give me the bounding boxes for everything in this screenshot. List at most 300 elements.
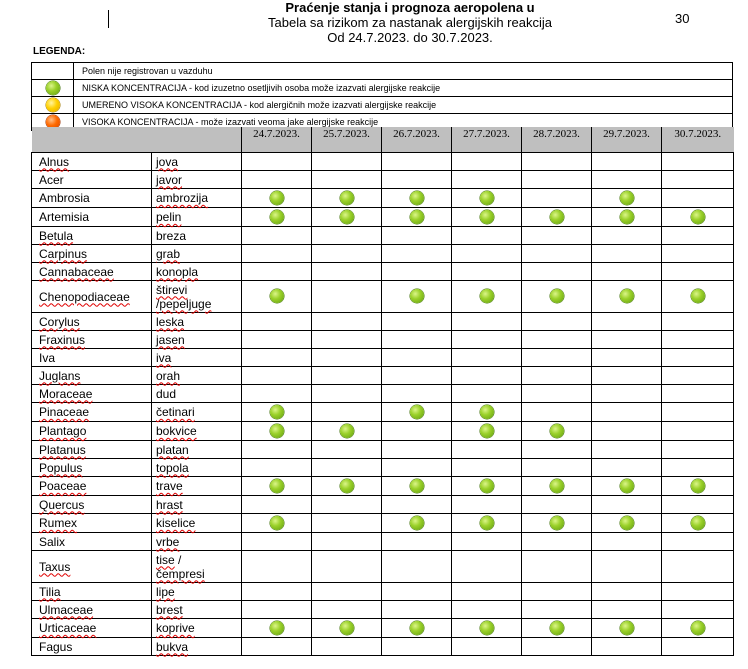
risk-cell (452, 331, 522, 349)
latin-name: Platanus (32, 441, 152, 459)
local-name: pelin (152, 208, 242, 227)
risk-cell (522, 245, 592, 263)
risk-cell (382, 619, 452, 638)
risk-cell (662, 208, 734, 227)
risk-cell (312, 208, 382, 227)
risk-cell (522, 227, 592, 245)
risk-cell (522, 403, 592, 422)
latin-name: Taxus (32, 551, 152, 583)
report-period: Od 24.7.2023. do 30.7.2023. (327, 30, 493, 45)
risk-cell (382, 331, 452, 349)
latin-name: Moraceae (32, 385, 152, 403)
risk-cell (522, 619, 592, 638)
pollen-low-dot-icon (340, 479, 354, 493)
risk-cell (452, 403, 522, 422)
risk-cell (662, 189, 734, 208)
risk-cell (242, 459, 312, 477)
risk-cell (452, 496, 522, 514)
pollen-low-dot-icon (620, 210, 634, 224)
local-name: iva (152, 349, 242, 367)
local-name: lipe (152, 583, 242, 601)
risk-cell (312, 227, 382, 245)
risk-cell (592, 385, 662, 403)
risk-cell (242, 331, 312, 349)
local-name: bokvice (152, 422, 242, 441)
date-header-blank (32, 127, 152, 153)
latin-name: Iva (32, 349, 152, 367)
risk-cell (522, 477, 592, 496)
risk-cell (382, 403, 452, 422)
pollen-low-dot-icon (270, 289, 284, 303)
risk-cell (452, 189, 522, 208)
pollen-low-dot-icon (340, 210, 354, 224)
local-name: orah (152, 367, 242, 385)
risk-cell (592, 601, 662, 619)
risk-cell (662, 227, 734, 245)
pollen-low-dot-icon (620, 621, 634, 635)
risk-cell (592, 496, 662, 514)
risk-cell (592, 441, 662, 459)
pollen-low-dot-icon (550, 479, 564, 493)
risk-cell (382, 533, 452, 551)
date-header-cell: 24.7.2023. (242, 127, 312, 153)
risk-cell (662, 422, 734, 441)
table-row (32, 551, 734, 583)
pollen-low-dot-icon (46, 81, 60, 95)
risk-cell (242, 638, 312, 656)
local-name: četinari (152, 403, 242, 422)
risk-cell (312, 385, 382, 403)
risk-cell (452, 601, 522, 619)
risk-cell (452, 245, 522, 263)
risk-cell (312, 459, 382, 477)
risk-cell (522, 533, 592, 551)
table-row (32, 245, 734, 263)
risk-cell (662, 496, 734, 514)
legend-title: LEGENDA: (33, 46, 86, 57)
risk-cell (522, 281, 592, 313)
table-row (32, 189, 734, 208)
pollen-low-dot-icon (620, 289, 634, 303)
pollen-low-dot-icon (410, 621, 424, 635)
risk-cell (382, 189, 452, 208)
risk-cell (662, 477, 734, 496)
legend-row (32, 97, 733, 114)
risk-cell (592, 583, 662, 601)
risk-cell (382, 638, 452, 656)
risk-cell (242, 227, 312, 245)
risk-cell (592, 331, 662, 349)
risk-cell (312, 171, 382, 189)
pollen-low-dot-icon (550, 621, 564, 635)
table-row (32, 422, 734, 441)
risk-cell (312, 477, 382, 496)
risk-cell (382, 551, 452, 583)
date-header-cell: 26.7.2023. (382, 127, 452, 153)
risk-cell (242, 349, 312, 367)
pollen-low-dot-icon (480, 405, 494, 419)
header-separator (108, 10, 109, 28)
local-name: koprive (152, 619, 242, 638)
risk-cell (242, 583, 312, 601)
risk-cell (382, 514, 452, 533)
latin-name: Pinaceae (32, 403, 152, 422)
risk-cell (382, 385, 452, 403)
risk-cell (662, 313, 734, 331)
pollen-low-dot-icon (340, 621, 354, 635)
risk-cell (452, 514, 522, 533)
risk-cell (592, 403, 662, 422)
risk-cell (452, 619, 522, 638)
legend-text: NISKA KONCENTRACIJA - kod izuzetno osetljivih osoba može izazvati alergijske reakcije (74, 80, 733, 97)
pollen-low-dot-icon (691, 621, 705, 635)
legend-icon-cell (32, 97, 74, 114)
risk-cell (312, 514, 382, 533)
table-row (32, 403, 734, 422)
latin-name: Urticaceae (32, 619, 152, 638)
risk-cell (312, 367, 382, 385)
risk-cell (522, 601, 592, 619)
pollen-low-dot-icon (480, 289, 494, 303)
latin-name: Acer (32, 171, 152, 189)
date-header-cell: 29.7.2023. (592, 127, 662, 153)
pollen-low-dot-icon (270, 405, 284, 419)
risk-cell (312, 189, 382, 208)
pollen-low-dot-icon (410, 405, 424, 419)
table-row (32, 533, 734, 551)
risk-cell (382, 349, 452, 367)
table-row (32, 441, 734, 459)
legend-icon-cell (32, 80, 74, 97)
pollen-low-dot-icon (480, 621, 494, 635)
pollen-low-dot-icon (550, 289, 564, 303)
risk-cell (382, 583, 452, 601)
local-name: brest (152, 601, 242, 619)
table-row (32, 477, 734, 496)
risk-cell (452, 263, 522, 281)
risk-cell (592, 245, 662, 263)
latin-name: Tilia (32, 583, 152, 601)
risk-cell (242, 367, 312, 385)
local-name: bukva (152, 638, 242, 656)
risk-cell (242, 422, 312, 441)
risk-cell (592, 227, 662, 245)
pollen-low-dot-icon (340, 424, 354, 438)
latin-name: Fraxinus (32, 331, 152, 349)
pollen-low-dot-icon (410, 210, 424, 224)
legend-text: VISOKA KONCENTRACIJA - može izazvati veoma jake alergijske reakcije (74, 114, 733, 131)
risk-cell (452, 367, 522, 385)
risk-cell (592, 263, 662, 281)
risk-cell (452, 638, 522, 656)
risk-cell (522, 385, 592, 403)
risk-cell (242, 171, 312, 189)
table-row (32, 496, 734, 514)
local-name: topola (152, 459, 242, 477)
pollen-low-dot-icon (270, 479, 284, 493)
risk-cell (312, 153, 382, 171)
pollen-low-dot-icon (550, 210, 564, 224)
table-row (32, 638, 734, 656)
risk-cell (662, 441, 734, 459)
risk-cell (312, 441, 382, 459)
risk-cell (382, 496, 452, 514)
risk-cell (662, 459, 734, 477)
pollen-low-dot-icon (691, 289, 705, 303)
risk-cell (382, 245, 452, 263)
pollen-low-dot-icon (340, 191, 354, 205)
date-header-cell: 28.7.2023. (522, 127, 592, 153)
risk-cell (452, 533, 522, 551)
pollen-risk-table (31, 127, 734, 656)
risk-cell (242, 313, 312, 331)
risk-cell (592, 208, 662, 227)
table-row (32, 208, 734, 227)
page-number: 30 (675, 11, 690, 26)
risk-cell (522, 153, 592, 171)
risk-cell (592, 477, 662, 496)
risk-cell (592, 367, 662, 385)
pollen-low-dot-icon (270, 191, 284, 205)
pollen-low-dot-icon (480, 516, 494, 530)
pollen-low-dot-icon (480, 210, 494, 224)
risk-cell (242, 403, 312, 422)
latin-name: Betula (32, 227, 152, 245)
latin-name: Artemisia (32, 208, 152, 227)
risk-cell (452, 208, 522, 227)
legend-icon-cell (32, 63, 74, 80)
risk-cell (662, 601, 734, 619)
risk-cell (662, 367, 734, 385)
pollen-low-dot-icon (620, 191, 634, 205)
local-name: javor (152, 171, 242, 189)
risk-cell (452, 171, 522, 189)
pollen-low-dot-icon (691, 210, 705, 224)
latin-name: Plantago (32, 422, 152, 441)
risk-cell (592, 422, 662, 441)
pollen-low-dot-icon (480, 479, 494, 493)
risk-cell (382, 601, 452, 619)
latin-name: Carpinus (32, 245, 152, 263)
local-name: jasen (152, 331, 242, 349)
latin-name: Ambrosia (32, 189, 152, 208)
risk-cell (312, 403, 382, 422)
risk-cell (312, 583, 382, 601)
risk-cell (382, 313, 452, 331)
latin-name: Quercus (32, 496, 152, 514)
table-row (32, 583, 734, 601)
risk-cell (592, 459, 662, 477)
risk-cell (522, 263, 592, 281)
risk-cell (522, 514, 592, 533)
risk-cell (312, 349, 382, 367)
risk-cell (382, 477, 452, 496)
table-row (32, 601, 734, 619)
risk-cell (312, 551, 382, 583)
pollen-low-dot-icon (550, 516, 564, 530)
risk-cell (242, 153, 312, 171)
risk-cell (522, 367, 592, 385)
risk-cell (662, 583, 734, 601)
risk-cell (242, 533, 312, 551)
pollen-low-dot-icon (550, 424, 564, 438)
risk-cell (312, 281, 382, 313)
risk-cell (312, 496, 382, 514)
risk-cell (662, 263, 734, 281)
risk-cell (242, 385, 312, 403)
pollen-low-dot-icon (691, 479, 705, 493)
pollen-low-dot-icon (480, 424, 494, 438)
risk-cell (452, 583, 522, 601)
risk-cell (312, 601, 382, 619)
risk-cell (382, 153, 452, 171)
latin-name: Corylus (32, 313, 152, 331)
risk-cell (662, 514, 734, 533)
risk-cell (522, 313, 592, 331)
risk-cell (312, 263, 382, 281)
risk-cell (662, 331, 734, 349)
legend-text: UMERENO VISOKA KONCENTRACIJA - kod alergičnih može izazvati alergijske reakcije (74, 97, 733, 114)
risk-cell (592, 638, 662, 656)
local-name: grab (152, 245, 242, 263)
table-row (32, 263, 734, 281)
pollen-low-dot-icon (270, 210, 284, 224)
latin-name: Rumex (32, 514, 152, 533)
table-row (32, 349, 734, 367)
local-name: trave (152, 477, 242, 496)
table-row (32, 281, 734, 313)
pollen-low-dot-icon (480, 191, 494, 205)
local-name: hrast (152, 496, 242, 514)
risk-cell (592, 551, 662, 583)
risk-cell (452, 422, 522, 441)
risk-cell (242, 551, 312, 583)
local-name: dud (152, 385, 242, 403)
risk-cell (452, 227, 522, 245)
risk-cell (452, 281, 522, 313)
latin-name: Poaceae (32, 477, 152, 496)
risk-cell (382, 441, 452, 459)
local-name: tise / čempresi (152, 551, 242, 583)
risk-cell (662, 551, 734, 583)
local-name: leska (152, 313, 242, 331)
risk-cell (242, 477, 312, 496)
risk-cell (592, 153, 662, 171)
risk-cell (242, 245, 312, 263)
risk-cell (242, 263, 312, 281)
latin-name: Alnus (32, 153, 152, 171)
risk-cell (662, 385, 734, 403)
date-header-cell: 30.7.2023. (662, 127, 734, 153)
risk-cell (382, 263, 452, 281)
risk-cell (522, 551, 592, 583)
latin-name: Cannabaceae (32, 263, 152, 281)
risk-cell (452, 459, 522, 477)
table-row (32, 153, 734, 171)
local-name: platan (152, 441, 242, 459)
risk-cell (522, 171, 592, 189)
pollen-low-dot-icon (620, 516, 634, 530)
risk-cell (382, 367, 452, 385)
risk-cell (242, 441, 312, 459)
date-header-row (32, 127, 734, 153)
table-row (32, 313, 734, 331)
risk-cell (662, 638, 734, 656)
risk-cell (592, 171, 662, 189)
risk-cell (312, 422, 382, 441)
risk-cell (242, 601, 312, 619)
risk-cell (592, 189, 662, 208)
risk-cell (592, 313, 662, 331)
risk-cell (522, 208, 592, 227)
risk-cell (522, 583, 592, 601)
risk-cell (312, 313, 382, 331)
risk-cell (452, 313, 522, 331)
table-row (32, 171, 734, 189)
table-row (32, 227, 734, 245)
risk-cell (592, 619, 662, 638)
table-row (32, 367, 734, 385)
risk-cell (522, 349, 592, 367)
pollen-mod-dot-icon (46, 98, 60, 112)
risk-cell (662, 281, 734, 313)
risk-cell (592, 533, 662, 551)
risk-cell (522, 422, 592, 441)
latin-name: Fagus (32, 638, 152, 656)
latin-name: Populus (32, 459, 152, 477)
risk-cell (592, 514, 662, 533)
local-name: breza (152, 227, 242, 245)
risk-cell (522, 331, 592, 349)
risk-cell (382, 227, 452, 245)
risk-cell (662, 171, 734, 189)
risk-cell (662, 349, 734, 367)
report-title: Praćenje stanja i prognoza aeropolena u (285, 0, 535, 15)
local-name: štirevi /pepeljuge (152, 281, 242, 313)
pollen-low-dot-icon (691, 516, 705, 530)
latin-name: Chenopodiaceae (32, 281, 152, 313)
risk-cell (242, 281, 312, 313)
date-header-blank (152, 127, 242, 153)
local-name: kiselice (152, 514, 242, 533)
table-row (32, 619, 734, 638)
table-row (32, 514, 734, 533)
table-row (32, 459, 734, 477)
date-header-cell: 25.7.2023. (312, 127, 382, 153)
risk-cell (592, 349, 662, 367)
legend-row (32, 63, 733, 80)
risk-cell (242, 208, 312, 227)
risk-cell (242, 619, 312, 638)
risk-cell (312, 533, 382, 551)
risk-cell (452, 551, 522, 583)
table-row (32, 331, 734, 349)
pollen-low-dot-icon (270, 516, 284, 530)
risk-cell (662, 153, 734, 171)
risk-cell (662, 533, 734, 551)
risk-cell (522, 441, 592, 459)
risk-cell (382, 281, 452, 313)
risk-cell (522, 638, 592, 656)
local-name: konopla (152, 263, 242, 281)
risk-cell (662, 403, 734, 422)
pollen-low-dot-icon (270, 621, 284, 635)
risk-cell (452, 153, 522, 171)
risk-cell (312, 331, 382, 349)
local-name: vrbe (152, 533, 242, 551)
risk-cell (452, 441, 522, 459)
risk-cell (312, 638, 382, 656)
